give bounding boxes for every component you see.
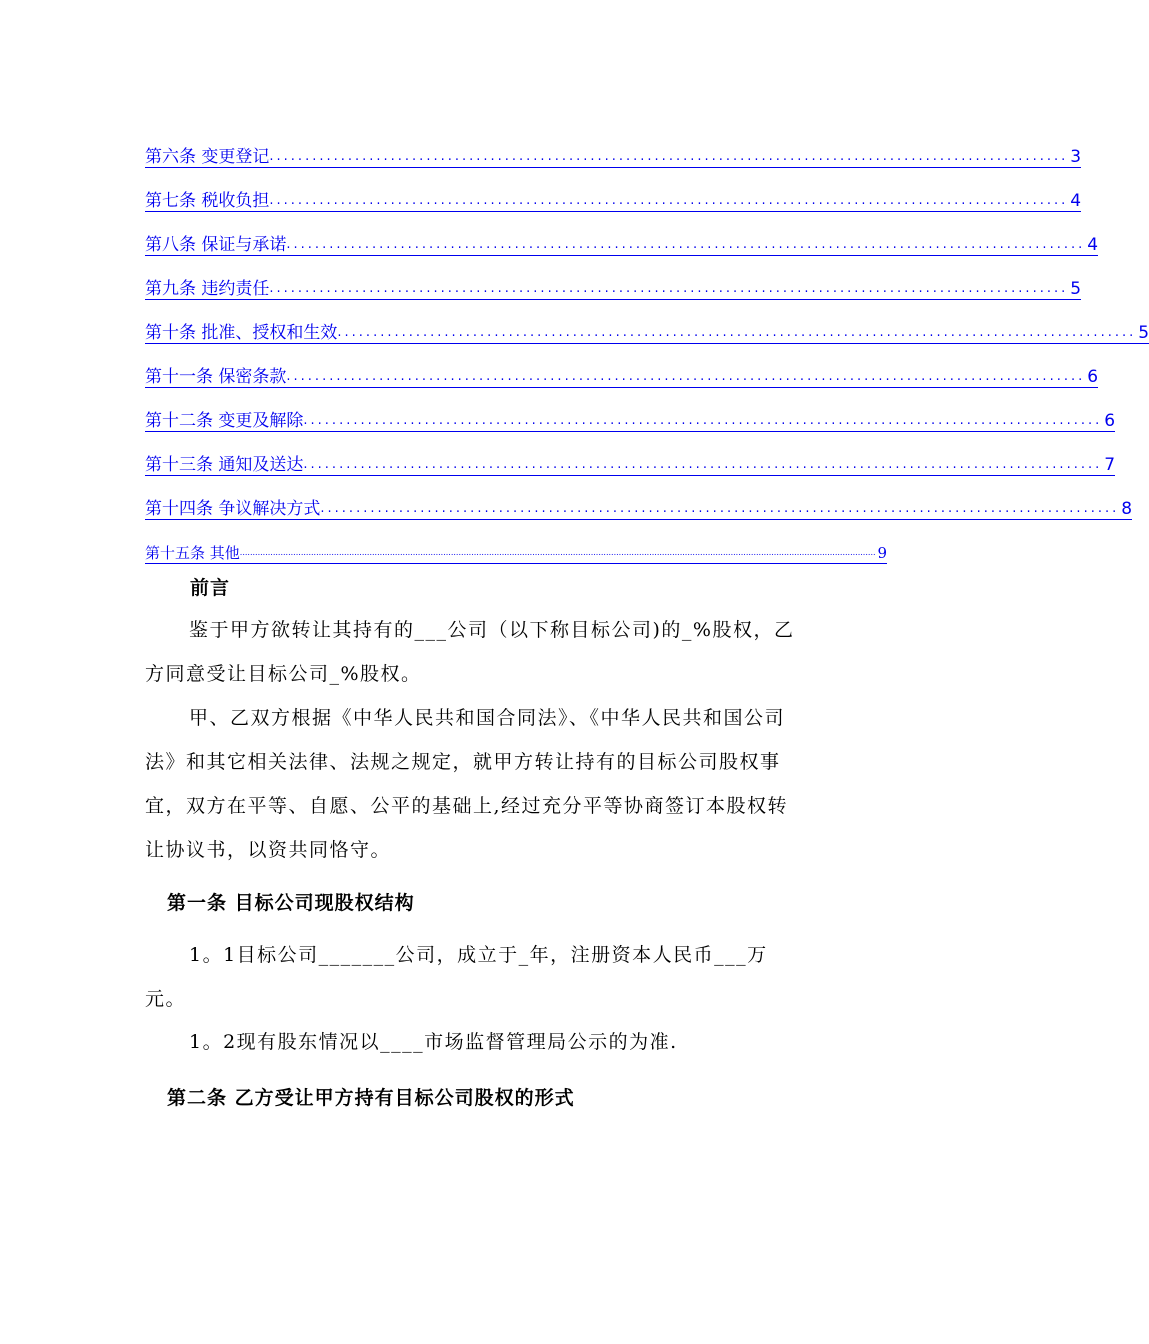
toc-entry-page: 5 [1070, 279, 1082, 299]
toc-entry-label: 第九条 违约责任 [145, 279, 270, 299]
toc-entry-label: 第十条 批准、授权和生效 [145, 323, 338, 343]
toc-entry-article-7[interactable] [145, 168, 1082, 212]
toc-entry-page: 9 [877, 544, 888, 562]
preface-paragraph-2: 甲、乙双方根据《中华人民共和国合同法》、《中华人民共和国公司法》和其它相关法律、法规之规定，就甲方转让持有的目标公司股权事宜，双方在平等、自愿、公平的基础上,经过充分平等协商签订本股权转让协议书，以资共同恪守。 [145, 707, 789, 861]
table-of-contents [145, 124, 1149, 564]
toc-entry-page: 5 [1138, 323, 1149, 343]
toc-entry-article-13[interactable] [145, 432, 1116, 476]
toc-entry-page: 4 [1070, 191, 1082, 211]
toc-entry-label: 第十一条 保密条款 [145, 367, 287, 387]
toc-entry-label: 第八条 保证与承诺 [145, 235, 287, 255]
article-2-heading: 第二条 乙方受让甲方持有目标公司股权的形式 [167, 1087, 575, 1109]
toc-entry-page: 8 [1121, 499, 1133, 519]
toc-entry-label: 第十五条 其他 [145, 544, 240, 562]
toc-entry-label: 第十四条 争议解决方式 [145, 499, 321, 519]
toc-leader-dots: .......................................................................................................................................................................................................................................................... [240, 543, 876, 564]
toc-entry-article-11[interactable] [145, 344, 1099, 388]
toc-entry-article-12[interactable] [145, 388, 1116, 432]
toc-leader-dots: ................................................................................................................ [286, 367, 1085, 388]
toc-leader-dots: ................................................................................................................ [320, 499, 1119, 520]
toc-entry-article-6[interactable] [145, 124, 1082, 168]
toc-entry-label: 第六条 变更登记 [145, 147, 270, 167]
toc-leader-dots: ................................................................................................................ [269, 191, 1068, 212]
toc-entry-article-8[interactable] [145, 212, 1099, 256]
toc-leader-dots: ................................................................................................................ [269, 147, 1068, 168]
toc-entry-page: 6 [1104, 411, 1116, 431]
toc-entry-label: 第十二条 变更及解除 [145, 411, 304, 431]
toc-entry-page: 3 [1070, 147, 1082, 167]
article-1-clause-1: 1。1目标公司_______公司，成立于_年，注册资本人民币___万元。 [145, 944, 768, 1010]
toc-leader-dots: ................................................................................................................ [303, 455, 1102, 476]
preface-paragraph-1: 鉴于甲方欲转让其持有的___公司（以下称目标公司)的_%股权，乙方同意受让目标公司_%股权。 [145, 619, 795, 685]
toc-entry-article-10[interactable] [145, 300, 1149, 344]
article-1-clause-2: 1。2现有股东情况以____市场监督管理局公示的为准. [189, 1031, 678, 1053]
preface-heading: 前言 [190, 577, 231, 599]
article-1-heading: 第一条 目标公司现股权结构 [167, 892, 415, 914]
toc-entry-label: 第七条 税收负担 [145, 191, 270, 211]
toc-entry-article-9[interactable] [145, 256, 1082, 300]
toc-leader-dots: ................................................................................................................ [337, 323, 1136, 344]
toc-entry-page: 7 [1104, 455, 1116, 475]
toc-entry-page: 4 [1087, 235, 1099, 255]
toc-leader-dots: ................................................................................................................ [303, 411, 1102, 432]
toc-entry-label: 第十三条 通知及送达 [145, 455, 304, 475]
toc-leader-dots: ................................................................................................................ [286, 235, 1085, 256]
toc-entry-page: 6 [1087, 367, 1099, 387]
toc-entry-article-15[interactable] [145, 520, 888, 564]
toc-entry-article-14[interactable] [145, 476, 1133, 520]
toc-leader-dots: ................................................................................................................ [269, 279, 1068, 300]
